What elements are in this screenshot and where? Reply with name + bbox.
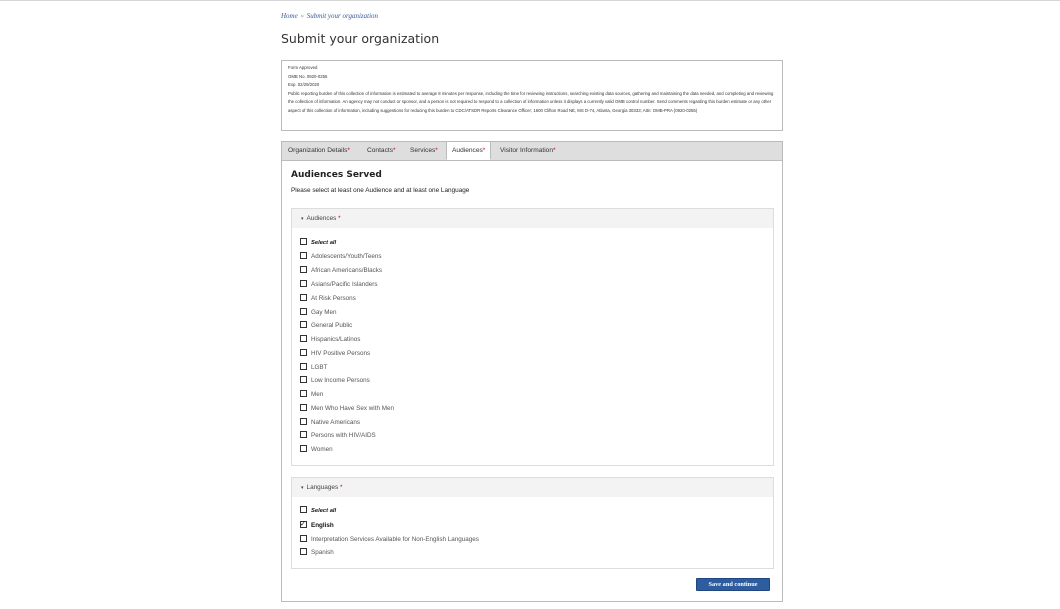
audience-option[interactable] [300,293,356,305]
select-all-label: Select all [311,240,337,246]
audience-option[interactable] [300,307,337,319]
checkbox[interactable] [300,252,307,259]
checkbox[interactable] [300,418,307,425]
tab-visitor-information[interactable] [500,142,556,160]
omb-notice [281,60,783,131]
option-label: Low Income Persons [311,377,370,384]
option-label: Men [311,391,324,398]
checkbox[interactable] [300,404,307,411]
option-label: Hispanics/Latinos [311,336,361,343]
audience-option[interactable] [300,430,376,442]
audience-option[interactable] [300,251,381,263]
language-option[interactable] [300,534,479,546]
option-label: English [311,522,334,529]
breadcrumb-home-link[interactable]: Home [281,12,298,20]
required-asterisk: * [347,147,350,154]
audience-option[interactable] [300,444,333,456]
tab-audiences[interactable] [446,141,491,160]
section-instructions: Please select at least one Audience and at least one Language [291,187,470,194]
tab-label: Visitor Information [500,147,554,154]
audience-option[interactable] [300,334,360,346]
option-label: Asians/Pacific Islanders [311,281,378,288]
required-asterisk: * [553,147,556,154]
audience-option[interactable] [300,320,352,332]
breadcrumb-current-link[interactable]: Submit your organization [306,12,379,20]
tab-bar [282,142,782,161]
language-option[interactable] [300,547,334,559]
option-label: African Americans/Blacks [311,267,383,274]
tab-label: Organization Details [288,147,348,154]
languages-legend-label: Languages [306,484,339,491]
form-panel [281,141,783,602]
option-label: Gay Men [311,309,337,316]
audience-option[interactable] [300,265,382,277]
section-title: Audiences Served [291,170,382,180]
checkbox[interactable] [300,363,307,370]
option-label: At Risk Persons [311,295,356,302]
breadcrumb [281,12,378,20]
option-label: HIV Positive Persons [311,350,371,357]
required-asterisk: * [393,147,396,154]
save-and-continue-button[interactable]: Save and continue [696,578,770,591]
option-label: Interpretation Services Available for Non-English Languages [311,536,479,543]
language-option-english[interactable] [300,520,334,532]
audience-option[interactable] [300,279,378,291]
collapse-caret-icon: ▾ [301,485,304,491]
audience-option[interactable] [300,403,394,415]
option-label: LGBT [311,364,328,371]
languages-fieldset [291,477,774,569]
option-label: Spanish [311,549,334,556]
tab-label: Contacts [367,147,394,154]
option-label: Men Who Have Sex with Men [311,405,394,412]
checkbox[interactable] [300,390,307,397]
checkbox[interactable] [300,238,307,245]
omb-form-approved: Form Approved [288,65,318,70]
top-border [0,0,1060,1]
page-title: Submit your organization [281,31,440,46]
option-label: Women [311,446,333,453]
audiences-legend-label: Audiences [306,215,337,222]
collapse-caret-icon: ▾ [301,216,304,222]
audience-option[interactable] [300,417,360,429]
audience-option[interactable] [300,389,323,401]
option-label: Persons with HIV/AIDS [311,432,376,439]
checkbox[interactable] [300,321,307,328]
select-all-label: Select all [311,508,337,514]
checkbox[interactable] [300,308,307,315]
tab-label: Audiences [452,147,483,154]
checkbox[interactable] [300,445,307,452]
audience-option[interactable] [300,375,370,387]
audiences-fieldset [291,208,774,466]
checkbox[interactable] [300,431,307,438]
tab-services[interactable] [410,142,438,160]
option-label: Native Americans [311,419,360,426]
required-asterisk: * [339,484,343,491]
languages-legend[interactable] [292,478,773,497]
omb-burden-statement: Public reporting burden of this collection of information is estimated to average 8 minutes per response, including the time for reviewing instructions, searching existing data sources, gathering and maintaining the data needed, and completing and reviewing the collection of information. An agency may not conduct or sponsor, and a person is not required to respond to a collection of information unless it displays a currently valid OMB control number. Send comments regarding this burden estimate or any other aspect of this collection of information, including suggestions for reducing this burden to CDC/ATSDR Reports Clearance Officer; 1600 Clifton Road NE, MS D-74, Atlanta, Georgia 30333; Attn: OMB-PRA (0920-0255) [288,90,774,113]
checkbox[interactable] [300,506,307,513]
checkbox[interactable] [300,349,307,356]
option-label: Adolescents/Youth/Teens [311,253,382,260]
omb-expiration: Exp. 02/29/2020 [288,82,320,88]
checkbox-checked[interactable] [300,521,307,528]
audiences-select-all[interactable] [300,237,336,249]
checkbox[interactable] [300,548,307,555]
required-asterisk: * [435,147,438,154]
audience-option[interactable] [300,348,370,360]
breadcrumb-separator: » [300,12,304,20]
checkbox[interactable] [300,535,307,542]
checkbox[interactable] [300,280,307,287]
tab-contacts[interactable] [367,142,396,160]
tab-label: Services [410,147,436,154]
audiences-legend[interactable] [292,209,773,228]
languages-select-all[interactable] [300,505,336,517]
required-asterisk: * [482,147,486,154]
checkbox[interactable] [300,376,307,383]
checkbox[interactable] [300,335,307,342]
omb-number: OMB No. 0920-0255 [288,73,328,79]
option-label: General Public [311,322,353,329]
audience-option[interactable] [300,362,327,374]
required-asterisk: * [338,215,341,222]
tab-organization-details[interactable] [288,142,350,160]
checkbox[interactable] [300,294,307,301]
checkbox[interactable] [300,266,307,273]
